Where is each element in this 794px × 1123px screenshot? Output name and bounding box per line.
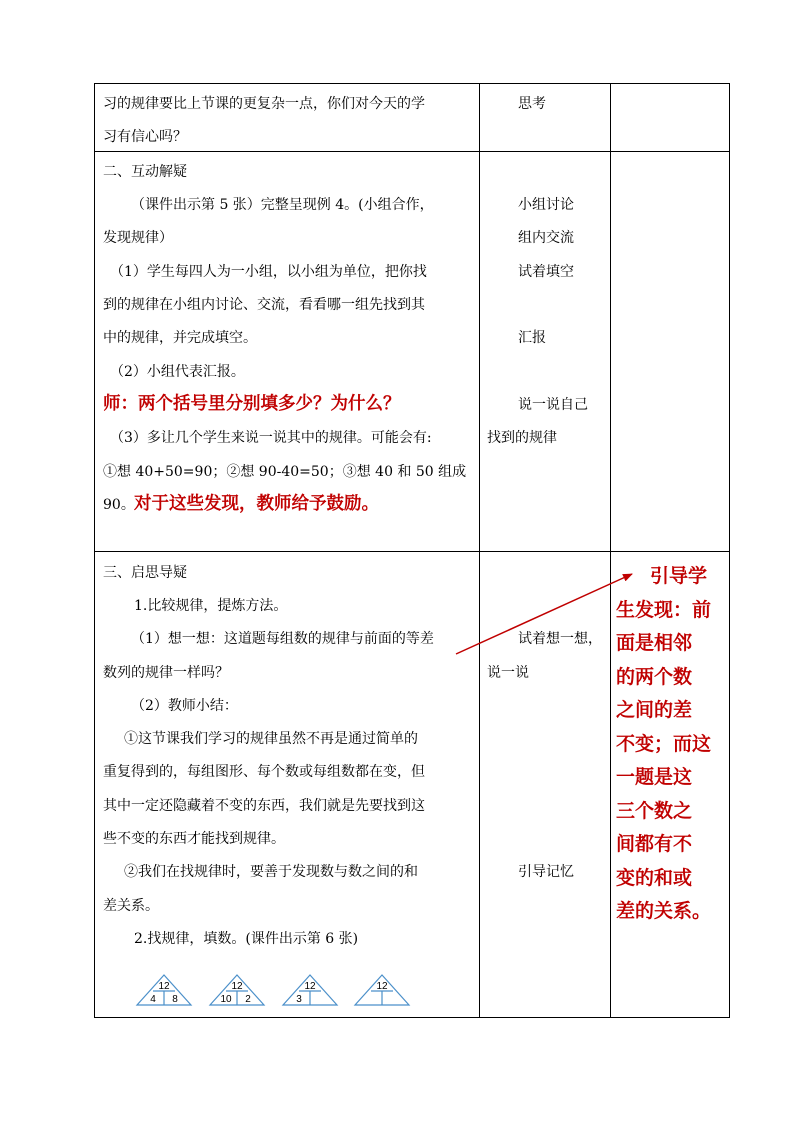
teacher-encouragement: 对于这些发现，教师给予鼓励。: [134, 494, 379, 514]
annotation-line: 间都有不: [616, 833, 693, 855]
triangle-top-number: 12: [231, 981, 243, 992]
annotation-line: 不变；而这: [616, 732, 712, 755]
row3-line: 差关系。: [103, 898, 159, 914]
row3-line: 1.比较规律，提炼方法。: [134, 598, 288, 614]
number-triangle: [355, 975, 409, 1005]
annotation-line: 变的和或: [616, 866, 693, 889]
triangle-left-number: 4: [150, 994, 156, 1005]
annotation-line: 面是相邻: [616, 632, 693, 654]
row2-line: （1）学生每四人为一小组，以小组为单位，把你找: [110, 264, 427, 280]
row2-line: （3）多让几个学生来说一说其中的规律。可能会有:: [110, 430, 432, 446]
row1-line: 习有信心吗？: [103, 129, 187, 145]
student-activity: 说一说自己: [518, 397, 588, 413]
row3-line: 重复得到的，每组图形、每个数或每组数都在变，但: [103, 764, 425, 780]
row3-line: （1）想一想：这道题每组数的规律与前面的等差: [131, 631, 434, 647]
student-activity: 小组讨论: [518, 197, 574, 213]
annotation-line: 三个数之: [616, 799, 693, 822]
number-triangle: [283, 975, 337, 1005]
annotation-line: 差的关系。: [616, 900, 712, 922]
row3-line: 其中一定还隐藏着不变的东西，我们就是先要找到这: [103, 798, 425, 814]
row3-line: 些不变的东西才能找到规律。: [103, 831, 285, 847]
row1-line: 习的规律要比上节课的更复杂一点，你们对今天的学: [103, 96, 425, 112]
student-activity: 试着填空: [518, 264, 574, 280]
number-triangles: [137, 975, 409, 1005]
triangle-top-number: 12: [376, 981, 388, 992]
student-activity: 汇报: [518, 330, 546, 346]
student-activity: 说一说: [487, 665, 529, 681]
triangle-left-number: 10: [220, 994, 232, 1005]
student-activity: 引导记忆: [518, 864, 574, 880]
triangle-top-number: 12: [304, 981, 316, 992]
row2-line: 到的规律在小组内讨论、交流，看看哪一组先找到其: [103, 297, 425, 313]
section-heading: 二、互动解疑: [103, 164, 187, 180]
annotation-line: 的两个数: [616, 665, 693, 688]
row2-line: 90。: [103, 497, 135, 513]
row3-line: ②我们在找规律时，要善于发现数与数之间的和: [124, 864, 418, 880]
triangle-top-number: 12: [158, 981, 170, 992]
annotation-line: 生发现：前: [616, 598, 712, 621]
triangle-left-number: 3: [296, 994, 302, 1005]
row2-line: 发现规律）: [103, 230, 173, 246]
teacher-question: 师：两个括号里分别填多少？为什么？: [103, 394, 401, 414]
triangle-right-number: 2: [245, 994, 251, 1005]
annotation-line: 之间的差: [616, 699, 693, 721]
student-activity: 思考: [518, 96, 546, 112]
section-heading: 三、启思导疑: [103, 565, 187, 581]
row3-line: ①这节课我们学习的规律虽然不再是通过简单的: [124, 731, 418, 747]
student-activity: 找到的规律: [487, 430, 557, 446]
row2-line: （2）小组代表汇报。: [110, 364, 245, 380]
row3-line: （2）教师小结：: [131, 698, 238, 714]
annotation-arrow: [456, 574, 632, 654]
annotation-line: 引导学: [650, 565, 708, 587]
student-activity: 组内交流: [518, 230, 574, 246]
number-triangle: [210, 975, 264, 1005]
row2-line: ①想 40+50=90；②想 90-40=50；③想 40 和 50 组成: [103, 464, 467, 480]
row3-line: 数列的规律一样吗？: [103, 665, 229, 681]
row2-line: 中的规律，并完成填空。: [103, 330, 257, 346]
row3-line: 2.找规律，填数。(课件出示第 6 张): [134, 931, 359, 947]
student-activity: 试着想一想，: [518, 631, 602, 647]
number-triangle: [137, 975, 191, 1005]
row2-line: （课件出示第 5 张）完整呈现例 4。(小组合作，: [131, 197, 434, 213]
annotation-line: 一题是这: [616, 766, 693, 788]
triangle-right-number: 8: [172, 994, 178, 1005]
